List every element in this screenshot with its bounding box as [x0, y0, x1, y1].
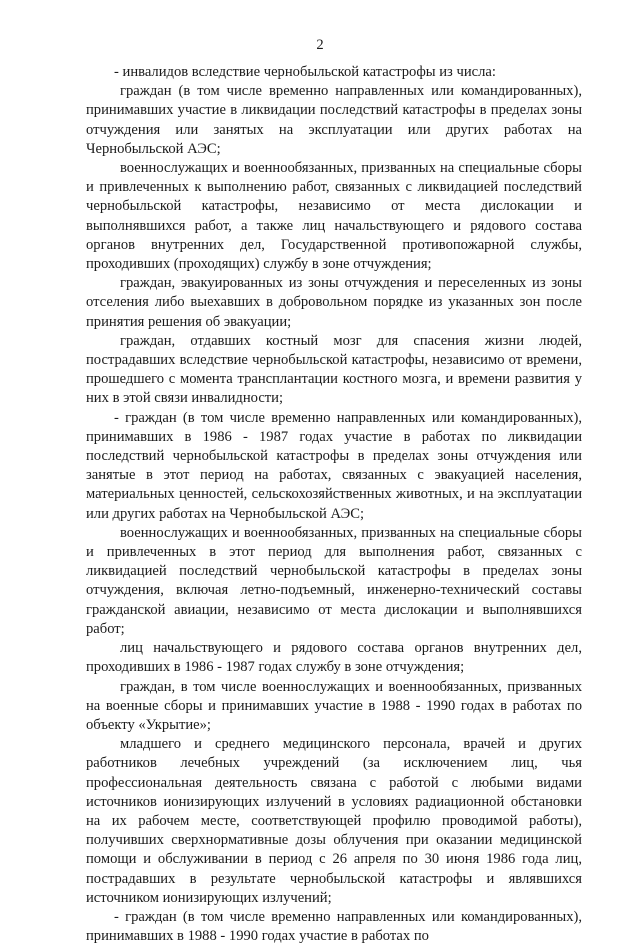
paragraph-internal-affairs-staff: лиц начальствующего и рядового состава органов внутренних дел, проходивших в 1986 - 1987 годах службу в зоне отчуждения; [86, 640, 582, 676]
paragraph-citizens-liquidation: граждан (в том числе временно направленных или командированных), принимавших участие в ликвидации последствий катастрофы в пределах зоны отчуждения или занятых на эксплуатации или других работах на Чернобыльской АЭС; [86, 83, 582, 157]
page-number: 2 [316, 37, 324, 53]
document-body [86, 63, 582, 946]
paragraph-shelter-object-workers: граждан, в том числе военнослужащих и военнообязанных, призванных на военные сборы и принимавших участие в 1988 - 1990 годах в работах по объекту «Укрытие»; [86, 678, 582, 733]
paragraph-citizens-1986-1987: - граждан (в том числе временно направленных или командированных), принимавших в 1986 - 1987 годах участие в работах по ликвидации последствий чернобыльской катастрофы в пределах зоны отчуждения или занятые в этот период на работах, связанных с эвакуацией населения, материальных ценностей, сельскохозяйственных животных, и на эксплуатации или других работах на Чернобыльской АЭС; [86, 409, 582, 522]
paragraph-disabled-persons-intro: - инвалидов вследствие чернобыльской катастрофы из числа: [114, 64, 496, 80]
paragraph-military-1986-1987: военнослужащих и военнообязанных, призванных на специальные сборы и привлеченных в этот период для выполнения работ, связанных с ликвидацией последствий чернобыльской катастрофы в пределах зоны отчуждения, включая летно-подъемный, инженерно-технический составы гражданской авиации, независимо от места дислокации и выполнявшихся работ; [86, 524, 582, 637]
paragraph-citizens-1988-1990: - граждан (в том числе временно направленных или командированных), принимавших в 1988 - 1990 годах участие в работах по [86, 908, 582, 945]
paragraph-military-servicemen: военнослужащих и военнообязанных, призванных на специальные сборы и привлеченных к выполнению работ, связанных с ликвидацией последствий чернобыльской катастрофы, независимо от места дислокации и выполнявшихся работ, а также лиц начальствующего и рядового состава органов внутренних дел, Государственной противопожарной службы, проходивших (проходящих) службу в зоне отчуждения; [86, 160, 582, 273]
paragraph-bone-marrow-donors: граждан, отдавших костный мозг для спасения жизни людей, пострадавших вследствие чернобыльской катастрофы, независимо от времени, прошедшего с момента трансплантации костного мозга, и времени развития у них в этой связи инвалидности; [86, 332, 582, 407]
paragraph-evacuated-citizens: граждан, эвакуированных из зоны отчуждения и переселенных из зоны отселения либо выехавших в добровольном порядке из указанных зон после принятия решения об эвакуации; [86, 275, 582, 330]
paragraph-medical-personnel: младшего и среднего медицинского персонала, врачей и других работников лечебных учреждений (за исключением лиц, чья профессиональная деятельность связана с работой с любыми видами источников ионизирующих излучений в условиях радиационной обстановки на их рабочем месте, соответствующей профилю проводимой работы), получивших сверхнормативные дозы облучения при оказании медицинской помощи и обслуживании в период с 26 апреля по 30 июня 1986 года лиц, пострадавших в результате чернобыльской катастрофы и являвшихся источником ионизирующих излучений; [86, 736, 582, 906]
